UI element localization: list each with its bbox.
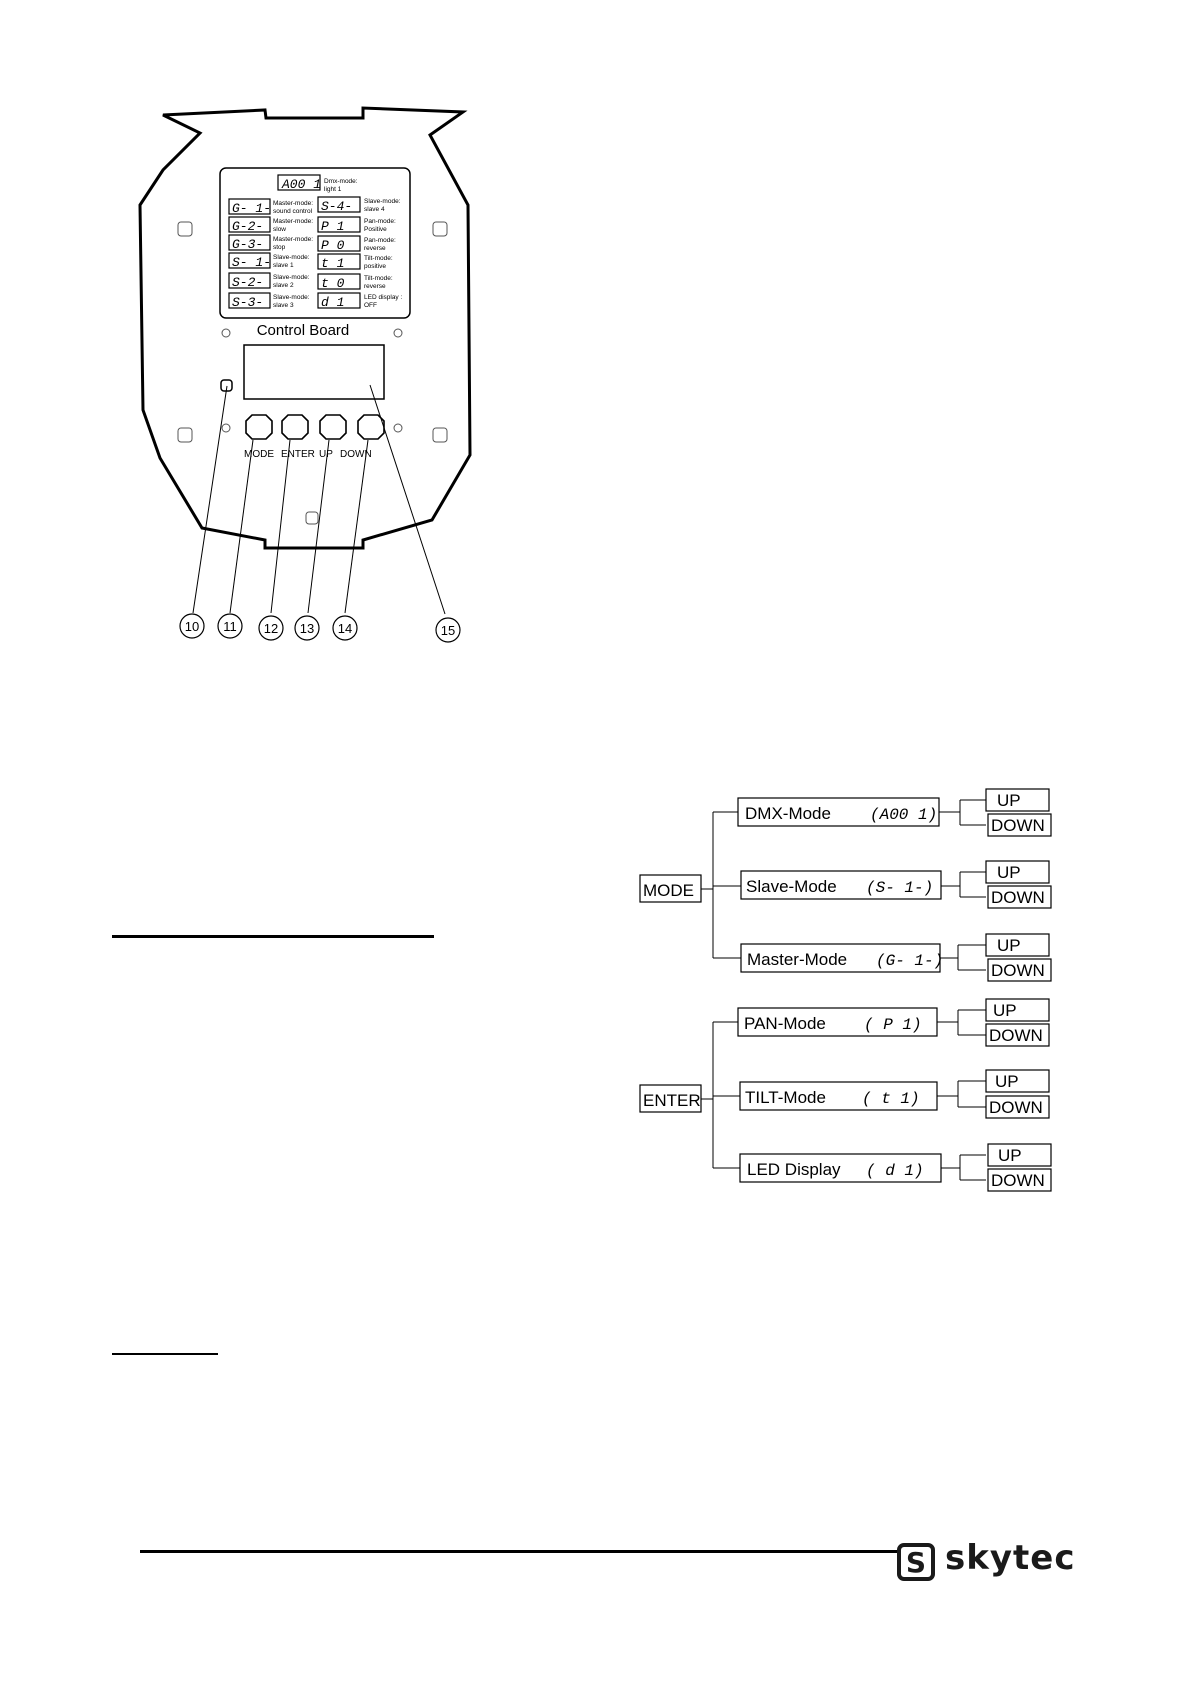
section-heading-rule [112,935,434,938]
legend-sub: Positive [364,226,387,233]
legend-sub: sound control [273,208,313,215]
legend-code: G-2- [232,219,264,234]
up-down-pair [986,861,1051,908]
legend-sub: reverse [364,283,386,290]
mount-hole [433,222,447,236]
svg-text:DOWN: DOWN [991,1171,1045,1190]
svg-text:14: 14 [337,621,353,636]
flow-item-tilt-mode [740,1082,937,1110]
legend-label: Pan-mode: [364,218,396,225]
up-button[interactable] [320,415,346,439]
mode-button-label: MODE [244,449,274,460]
control-board-title: Control Board [256,322,350,339]
svg-text:(G- 1-): (G- 1-) [876,952,944,970]
mount-hole [222,424,230,432]
mount-hole [306,512,318,524]
svg-text:TILT-Mode: TILT-Mode [745,1088,826,1107]
legend-label: Master-mode: [273,218,314,225]
legend-label: Tilt-mode: [364,255,393,262]
callout-leaders [193,385,445,614]
legend-label: Dmx-mode: [324,178,358,185]
flow-item-dmx-mode [738,798,939,826]
callout-15 [436,618,460,642]
svg-text:DOWN: DOWN [989,1026,1043,1045]
flow-item-slave-mode [741,871,941,899]
legend-label: Slave-mode: [273,254,310,261]
svg-text:DMX-Mode: DMX-Mode [745,804,831,823]
led-display-window [244,345,384,399]
legend-code: P 0 [321,238,345,253]
svg-text:(A00 1): (A00 1) [870,806,938,824]
svg-text:UP: UP [993,1001,1017,1020]
up-down-pair [986,999,1049,1046]
down-button-label: DOWN [340,449,372,460]
legend-sub: reverse [364,245,386,252]
skytec-logo: skytec [945,1538,1076,1578]
flow-connectors [701,800,986,1180]
legend-right-column [318,197,402,310]
legend-code: S-2- [232,275,264,290]
legend-code: P 1 [321,219,345,234]
mode-root-label: MODE [643,881,694,900]
legend-label: Master-mode: [273,236,314,243]
flow-item-pan-mode [738,1008,937,1036]
mount-hole [433,428,447,442]
legend-sub: slow [273,226,287,233]
legend-sub: positive [364,263,387,270]
up-button-label: UP [319,449,333,460]
legend-code: d 1 [321,295,345,310]
legend-label: Slave-mode: [273,294,310,301]
callout-11 [218,614,242,638]
flow-item-master-mode [741,944,943,972]
svg-text:12: 12 [263,621,279,636]
svg-text:DOWN: DOWN [989,1098,1043,1117]
svg-text:13: 13 [299,621,315,636]
callout-10 [180,614,204,638]
legend-sub: slave 3 [273,302,294,309]
callout-12 [259,616,283,640]
legend-code: t 1 [321,256,345,271]
svg-text:UP: UP [995,1072,1019,1091]
svg-text:UP: UP [998,1146,1022,1165]
skytec-logo-icon: S [897,1543,935,1581]
up-down-pair [986,1070,1049,1118]
svg-text:( t 1): ( t 1) [862,1090,920,1108]
enter-root-label: ENTER [643,1091,701,1110]
mount-hole [222,329,230,337]
legend-label: Pan-mode: [364,237,396,244]
svg-text:UP: UP [997,863,1021,882]
svg-text:Slave-Mode: Slave-Mode [746,877,837,896]
legend-code: G-3- [232,237,264,252]
legend-label: Slave-mode: [273,274,310,281]
control-board-diagram [0,0,1191,680]
legend-sub: light 1 [324,186,342,193]
mount-hole [178,428,192,442]
up-down-pair [986,789,1051,836]
legend-label: Master-mode: [273,200,314,207]
legend-sub: stop [273,244,286,251]
svg-text:11: 11 [223,619,237,634]
svg-text:( P 1): ( P 1) [864,1016,922,1034]
legend-sub: slave 4 [364,206,385,213]
mount-hole [394,424,402,432]
svg-text:Master-Mode: Master-Mode [747,950,848,969]
legend-code: G- 1- [232,201,272,216]
svg-text:DOWN: DOWN [991,888,1045,907]
mode-flow-diagram [620,770,1060,1200]
mount-hole [394,329,402,337]
legend-sub: OFF [364,302,377,309]
mount-hole [178,222,192,236]
legend-code: t 0 [321,276,345,291]
svg-text:UP: UP [997,936,1021,955]
callout-13 [295,616,319,640]
legend-sub: slave 2 [273,282,294,289]
down-button[interactable] [358,415,384,439]
legend-label: LED display : [364,294,403,301]
legend-left-column [229,199,313,310]
svg-text:DOWN: DOWN [991,816,1045,835]
legend-code: S-3- [232,295,264,310]
enter-button[interactable] [282,415,308,439]
svg-text:UP: UP [997,791,1021,810]
subheading-rule [112,1353,218,1355]
up-down-pair [988,1144,1051,1191]
legend-label: Tilt-mode: [364,275,393,282]
svg-text:DOWN: DOWN [991,961,1045,980]
svg-text:(S- 1-): (S- 1-) [866,879,934,897]
svg-text:15: 15 [440,623,456,638]
flow-item-led-display [740,1154,941,1182]
mode-button[interactable] [246,415,272,439]
svg-text:10: 10 [184,619,200,634]
svg-text:PAN-Mode: PAN-Mode [744,1014,826,1033]
svg-text:( d 1): ( d 1) [866,1162,924,1180]
enter-button-label: ENTER [281,449,315,460]
legend-sub: slave 1 [273,262,294,269]
legend-label: Slave-mode: [364,198,401,205]
footer-rule [140,1550,900,1553]
legend-code: S-4- [321,199,353,214]
legend-code: A00 1 [282,177,322,192]
up-down-pair [986,934,1051,981]
legend-code: S- 1- [232,255,272,270]
svg-text:LED Display: LED Display [747,1160,841,1179]
callout-14 [333,616,357,640]
